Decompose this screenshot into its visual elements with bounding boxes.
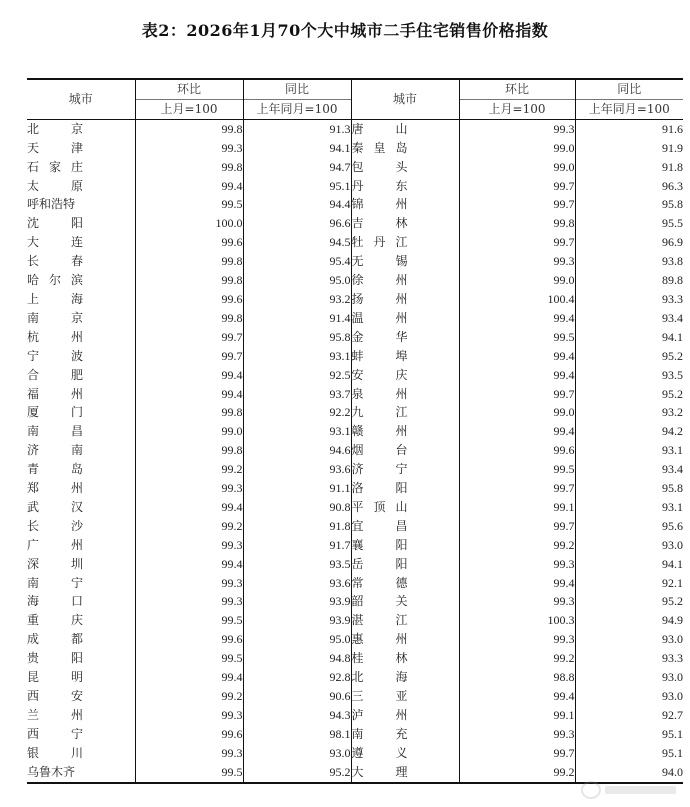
mom-value-right: 99.4: [459, 422, 575, 441]
mom-value-right: 99.4: [459, 366, 575, 385]
city-name-right: 岳阳: [351, 555, 459, 574]
mom-value-right: 99.7: [459, 177, 575, 196]
yoy-value-right: 95.6: [575, 517, 683, 536]
mom-value-right: 99.0: [459, 158, 575, 177]
city-name-left: 西宁: [27, 726, 83, 741]
city-name-right: 赣州: [351, 422, 459, 441]
mom-value-left: 99.3: [135, 536, 243, 555]
table-row: [27, 763, 683, 783]
yoy-value-right: 93.0: [575, 687, 683, 706]
mom-value-right: 99.7: [459, 195, 575, 214]
weibo-logo-icon: [581, 781, 601, 799]
city-name-right: 烟台: [351, 441, 459, 460]
yoy-value-right: 95.1: [575, 744, 683, 763]
watermark: [581, 781, 676, 799]
mom-value-right: 99.0: [459, 271, 575, 290]
yoy-value-right: 94.2: [575, 422, 683, 441]
mom-value-left: 99.5: [135, 763, 243, 783]
mom-value-right: 99.3: [459, 555, 575, 574]
table-row: [27, 195, 683, 214]
yoy-header-right: 同比: [575, 79, 683, 99]
table-row: [27, 706, 683, 725]
yoy-value-right: 95.2: [575, 592, 683, 611]
table-row: [27, 536, 683, 555]
mom-value-left: 99.2: [135, 687, 243, 706]
table-row: [27, 574, 683, 593]
city-name-left: 西安: [27, 689, 83, 703]
yoy-value-right: 95.2: [575, 385, 683, 404]
mom-value-left: 99.6: [135, 630, 243, 649]
mom-value-right: 99.7: [459, 385, 575, 404]
table-row: [27, 271, 683, 290]
city-name-right: 丹东: [351, 177, 459, 196]
city-name-left: 乌鲁木齐: [27, 763, 135, 783]
yoy-value-left: 91.1: [243, 479, 351, 498]
yoy-value-left: 94.1: [243, 139, 351, 158]
yoy-value-left: 93.1: [243, 422, 351, 441]
yoy-value-right: 93.5: [575, 366, 683, 385]
city-name-right: 桂林: [351, 649, 459, 668]
yoy-value-right: 94.0: [575, 763, 683, 783]
yoy-value-right: 93.0: [575, 630, 683, 649]
yoy-value-right: 93.1: [575, 441, 683, 460]
mom-base-left: 上月=100: [135, 99, 243, 119]
yoy-value-right: 93.4: [575, 460, 683, 479]
yoy-value-right: 93.8: [575, 252, 683, 271]
city-name-left: 海口: [27, 594, 83, 609]
yoy-value-right: 93.4: [575, 309, 683, 328]
yoy-value-right: 93.3: [575, 649, 683, 668]
mom-value-right: 98.8: [459, 668, 575, 687]
yoy-value-left: 93.9: [243, 611, 351, 630]
table-row: [27, 177, 683, 196]
yoy-value-left: 91.7: [243, 536, 351, 555]
mom-value-left: 99.8: [135, 252, 243, 271]
mom-value-right: 99.8: [459, 214, 575, 233]
mom-value-left: 99.8: [135, 441, 243, 460]
mom-value-right: 99.0: [459, 403, 575, 422]
table-row: [27, 119, 683, 138]
city-name-right: 牡丹江: [351, 233, 459, 252]
mom-value-left: 99.4: [135, 177, 243, 196]
mom-value-right: 99.1: [459, 706, 575, 725]
city-name-right: 安庆: [351, 366, 459, 385]
yoy-value-right: 92.7: [575, 706, 683, 725]
mom-value-left: 99.2: [135, 460, 243, 479]
mom-value-left: 99.7: [135, 347, 243, 366]
mom-value-right: 99.4: [459, 347, 575, 366]
mom-value-left: 99.3: [135, 592, 243, 611]
mom-value-left: 99.3: [135, 139, 243, 158]
city-name-right: 泉州: [351, 385, 459, 404]
mom-value-right: 99.7: [459, 233, 575, 252]
city-name-right: 包头: [351, 158, 459, 177]
table-row: [27, 422, 683, 441]
mom-value-left: 99.3: [135, 479, 243, 498]
table-row: [27, 630, 683, 649]
yoy-value-left: 91.3: [243, 119, 351, 138]
yoy-value-right: 95.5: [575, 214, 683, 233]
yoy-value-left: 92.5: [243, 366, 351, 385]
mom-value-right: 99.1: [459, 498, 575, 517]
city-name-right: 锦州: [351, 195, 459, 214]
yoy-value-right: 89.8: [575, 271, 683, 290]
mom-value-left: 99.5: [135, 195, 243, 214]
yoy-value-left: 94.5: [243, 233, 351, 252]
city-name-right: 温州: [351, 309, 459, 328]
yoy-value-left: 93.7: [243, 385, 351, 404]
city-name-left: 南昌: [27, 424, 83, 439]
mom-value-left: 99.2: [135, 517, 243, 536]
table-row: [27, 517, 683, 536]
yoy-value-left: 94.4: [243, 195, 351, 214]
yoy-value-left: 93.9: [243, 592, 351, 611]
city-name-left: 郑州: [27, 481, 83, 496]
mom-value-left: 99.8: [135, 403, 243, 422]
city-name-left: 南宁: [27, 575, 83, 590]
mom-value-right: 99.7: [459, 479, 575, 498]
mom-value-right: 99.4: [459, 687, 575, 706]
city-name-right: 济宁: [351, 460, 459, 479]
yoy-value-left: 93.5: [243, 555, 351, 574]
mom-value-left: 99.4: [135, 498, 243, 517]
table-row: [27, 668, 683, 687]
city-name-right: 唐山: [351, 119, 459, 138]
yoy-value-left: 90.6: [243, 687, 351, 706]
mom-value-left: 99.3: [135, 744, 243, 763]
table-row: [27, 403, 683, 422]
yoy-value-left: 98.1: [243, 725, 351, 744]
yoy-value-left: 93.6: [243, 460, 351, 479]
table-row: [27, 744, 683, 763]
mom-value-left: 99.4: [135, 555, 243, 574]
city-name-right: 湛江: [351, 611, 459, 630]
table-row: [27, 252, 683, 271]
table-row: [27, 592, 683, 611]
city-name-left: 天津: [27, 140, 83, 155]
mom-value-left: 100.0: [135, 214, 243, 233]
yoy-value-right: 92.1: [575, 574, 683, 593]
city-name-left: 济南: [27, 443, 83, 458]
yoy-value-right: 94.1: [575, 555, 683, 574]
table-row: [27, 649, 683, 668]
city-name-left: 长春: [27, 254, 83, 269]
mom-value-right: 100.4: [459, 290, 575, 309]
city-name-left: 成都: [27, 632, 83, 647]
city-name-left: 北京: [27, 121, 83, 136]
table-row: [27, 158, 683, 177]
table-row: [27, 347, 683, 366]
mom-header-right: 环比: [459, 79, 575, 99]
mom-value-right: 99.4: [459, 574, 575, 593]
mom-value-right: 100.3: [459, 611, 575, 630]
mom-value-left: 99.4: [135, 385, 243, 404]
yoy-value-left: 95.1: [243, 177, 351, 196]
city-name-right: 平顶山: [351, 498, 459, 517]
mom-value-left: 99.4: [135, 668, 243, 687]
city-name-left: 青岛: [27, 462, 83, 477]
mom-value-left: 99.5: [135, 649, 243, 668]
mom-value-right: 99.7: [459, 517, 575, 536]
yoy-value-right: 93.2: [575, 403, 683, 422]
mom-base-right: 上月=100: [459, 99, 575, 119]
mom-header-left: 环比: [135, 79, 243, 99]
city-name-right: 徐州: [351, 271, 459, 290]
yoy-value-left: 95.0: [243, 630, 351, 649]
table-row: [27, 366, 683, 385]
yoy-header-left: 同比: [243, 79, 351, 99]
mom-value-right: 99.2: [459, 763, 575, 783]
city-name-right: 扬州: [351, 290, 459, 309]
yoy-value-left: 95.4: [243, 252, 351, 271]
city-name-left: 石家庄: [27, 159, 83, 174]
city-name-right: 襄阳: [351, 536, 459, 555]
mom-value-left: 99.7: [135, 328, 243, 347]
city-name-right: 三亚: [351, 687, 459, 706]
city-name-right: 无锡: [351, 252, 459, 271]
mom-value-left: 99.8: [135, 119, 243, 138]
mom-value-left: 99.3: [135, 706, 243, 725]
yoy-value-right: 95.1: [575, 725, 683, 744]
yoy-value-left: 94.3: [243, 706, 351, 725]
mom-value-left: 99.8: [135, 271, 243, 290]
yoy-value-left: 91.8: [243, 517, 351, 536]
city-name-left: 银川: [27, 745, 83, 760]
yoy-value-right: 95.8: [575, 479, 683, 498]
mom-value-right: 99.6: [459, 441, 575, 460]
mom-value-left: 99.3: [135, 574, 243, 593]
mom-value-right: 99.4: [459, 309, 575, 328]
city-name-left: 大连: [27, 235, 83, 250]
city-name-right: 九江: [351, 403, 459, 422]
city-name-left: 广州: [27, 537, 83, 552]
yoy-value-right: 94.9: [575, 611, 683, 630]
yoy-value-left: 93.2: [243, 290, 351, 309]
yoy-value-left: 93.0: [243, 744, 351, 763]
city-name-right: 洛阳: [351, 479, 459, 498]
mom-value-right: 99.3: [459, 725, 575, 744]
city-name-right: 惠州: [351, 630, 459, 649]
yoy-value-left: 95.0: [243, 271, 351, 290]
city-name-left: 沈阳: [27, 216, 83, 231]
yoy-value-left: 94.6: [243, 441, 351, 460]
page-title: 表2：2026年1月70个大中城市二手住宅销售价格指数: [141, 21, 549, 40]
city-name-right: 蚌埠: [351, 347, 459, 366]
table-row: [27, 385, 683, 404]
city-name-left: 上海: [27, 291, 83, 306]
city-name-right: 北海: [351, 668, 459, 687]
table-row: [27, 687, 683, 706]
table-row: [27, 233, 683, 252]
mom-value-right: 99.3: [459, 592, 575, 611]
city-name-left: 贵阳: [27, 651, 83, 666]
mom-value-right: 99.5: [459, 460, 575, 479]
city-name-right: 金华: [351, 328, 459, 347]
table-row: [27, 139, 683, 158]
city-name-left: 哈尔滨: [27, 273, 83, 288]
yoy-value-left: 96.6: [243, 214, 351, 233]
yoy-value-left: 95.2: [243, 763, 351, 783]
mom-value-left: 99.4: [135, 366, 243, 385]
city-name-left: 深圳: [27, 556, 83, 571]
city-name-right: 吉林: [351, 214, 459, 233]
yoy-value-right: 93.3: [575, 290, 683, 309]
yoy-value-right: 93.1: [575, 498, 683, 517]
yoy-base-right: 上年同月=100: [575, 99, 683, 119]
price-index-table: [27, 78, 683, 784]
mom-value-right: 99.7: [459, 744, 575, 763]
yoy-value-left: 91.4: [243, 309, 351, 328]
yoy-value-left: 93.6: [243, 574, 351, 593]
city-name-right: 泸州: [351, 706, 459, 725]
city-name-right: 宜昌: [351, 517, 459, 536]
mom-value-left: 99.6: [135, 725, 243, 744]
city-name-left: 南京: [27, 310, 83, 325]
table-row: [27, 611, 683, 630]
table-row: [27, 441, 683, 460]
city-header-left: 城市: [27, 79, 135, 119]
mom-value-left: 99.8: [135, 309, 243, 328]
yoy-base-left: 上年同月=100: [243, 99, 351, 119]
table-row: [27, 309, 683, 328]
mom-value-left: 99.0: [135, 422, 243, 441]
mom-value-right: 99.2: [459, 649, 575, 668]
yoy-value-right: 91.6: [575, 119, 683, 138]
mom-value-right: 99.3: [459, 252, 575, 271]
city-name-right: 韶关: [351, 592, 459, 611]
city-name-left: 福州: [27, 386, 83, 401]
watermark-text-blur: [605, 786, 676, 794]
city-name-left: 长沙: [27, 518, 83, 533]
yoy-value-right: 91.9: [575, 139, 683, 158]
yoy-value-left: 94.7: [243, 158, 351, 177]
city-name-right: 秦皇岛: [351, 139, 459, 158]
table-row: [27, 460, 683, 479]
city-name-left: 合肥: [27, 367, 83, 382]
city-name-left: 杭州: [27, 329, 83, 344]
city-name-right: 遵义: [351, 744, 459, 763]
yoy-value-right: 93.0: [575, 536, 683, 555]
mom-value-left: 99.6: [135, 233, 243, 252]
mom-value-right: 99.5: [459, 328, 575, 347]
mom-value-right: 99.2: [459, 536, 575, 555]
yoy-value-right: 95.2: [575, 347, 683, 366]
yoy-value-right: 96.3: [575, 177, 683, 196]
table-row: [27, 214, 683, 233]
city-name-left: 重庆: [27, 613, 83, 628]
table-row: [27, 555, 683, 574]
table-row: [27, 725, 683, 744]
yoy-value-left: 93.1: [243, 347, 351, 366]
city-header-right: 城市: [351, 79, 459, 119]
yoy-value-left: 95.8: [243, 328, 351, 347]
city-name-right: 南充: [351, 725, 459, 744]
yoy-value-right: 96.9: [575, 233, 683, 252]
city-name-left: 武汉: [27, 499, 83, 514]
yoy-value-left: 92.2: [243, 403, 351, 422]
city-name-left: 兰州: [27, 707, 83, 722]
table-row: [27, 290, 683, 309]
yoy-value-right: 94.1: [575, 328, 683, 347]
city-name-left: 太原: [27, 178, 83, 193]
yoy-value-left: 92.8: [243, 668, 351, 687]
city-name-left: 厦门: [27, 405, 83, 420]
table-row: [27, 498, 683, 517]
mom-value-right: 99.3: [459, 119, 575, 138]
mom-value-left: 99.8: [135, 158, 243, 177]
city-name-left: 宁波: [27, 348, 83, 363]
yoy-value-left: 94.8: [243, 649, 351, 668]
table-row: [27, 479, 683, 498]
mom-value-left: 99.5: [135, 611, 243, 630]
city-name-left: 昆明: [27, 670, 83, 685]
mom-value-left: 99.6: [135, 290, 243, 309]
yoy-value-right: 93.0: [575, 668, 683, 687]
city-name-right: 大理: [351, 763, 459, 783]
yoy-value-right: 95.8: [575, 195, 683, 214]
mom-value-right: 99.3: [459, 630, 575, 649]
yoy-value-right: 91.8: [575, 158, 683, 177]
city-name-left: 呼和浩特: [27, 197, 76, 212]
header-row-top: [27, 79, 683, 99]
yoy-value-left: 90.8: [243, 498, 351, 517]
city-name-right: 常德: [351, 574, 459, 593]
mom-value-right: 99.0: [459, 139, 575, 158]
table-row: [27, 328, 683, 347]
